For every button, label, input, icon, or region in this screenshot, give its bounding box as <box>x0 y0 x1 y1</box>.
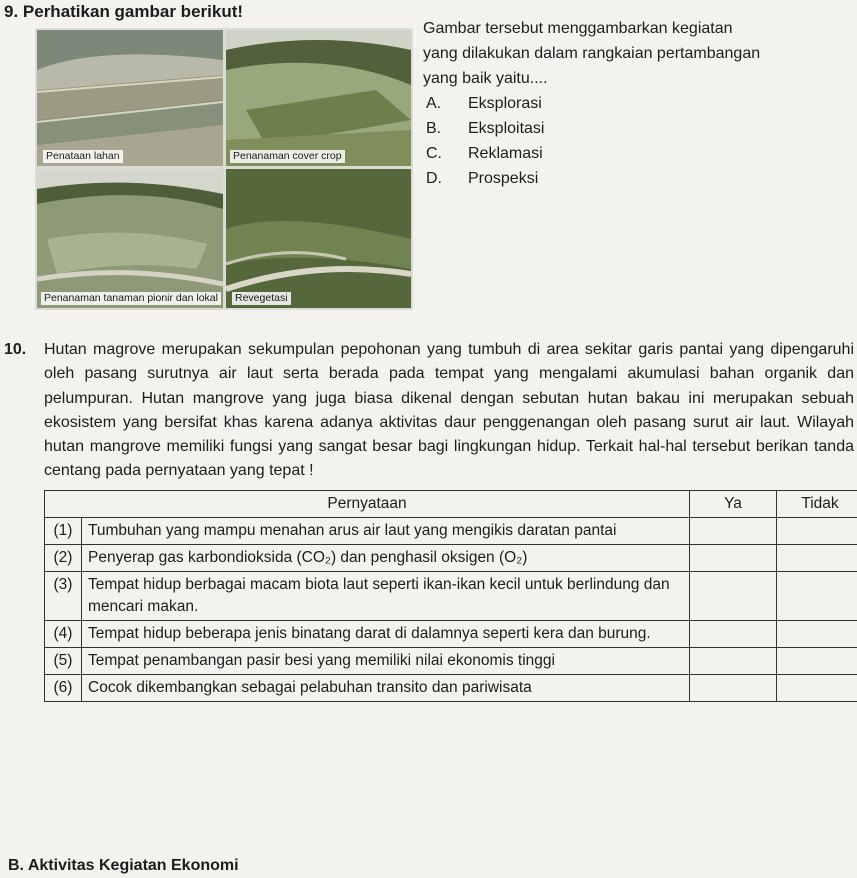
table-row <box>45 518 857 545</box>
question-10-number: 10. <box>4 341 27 358</box>
option-c[interactable] <box>423 141 853 166</box>
check-yes-cell[interactable] <box>690 545 777 572</box>
section-b-heading: B. Aktivitas Kegiatan Ekonomi <box>8 857 239 874</box>
check-no-cell[interactable] <box>777 572 857 621</box>
option-text: Eksplorasi <box>468 95 542 112</box>
table-row <box>45 572 857 621</box>
check-yes-cell[interactable] <box>690 518 777 545</box>
row-statement: Tumbuhan yang mampu menahan arus air laut yang mengikis daratan pantai <box>82 518 690 545</box>
photo-land-arrangement <box>37 30 223 166</box>
option-d[interactable] <box>423 166 853 191</box>
question-9-text <box>423 16 853 191</box>
photo-cover-crop <box>226 30 411 166</box>
check-yes-cell[interactable] <box>690 572 777 621</box>
check-yes-cell[interactable] <box>690 621 777 648</box>
row-number: (5) <box>45 648 82 675</box>
table-row <box>45 648 857 675</box>
option-letter: A. <box>426 95 442 112</box>
option-letter: C. <box>426 145 442 162</box>
table-row <box>45 545 857 572</box>
row-statement: Tempat penambangan pasir besi yang memiliki nilai ekonomis tinggi <box>82 648 690 675</box>
row-number: (2) <box>45 545 82 572</box>
statement-table <box>44 490 857 702</box>
option-letter: B. <box>426 120 442 137</box>
photo-pioneer-planting <box>37 169 223 308</box>
check-no-cell[interactable] <box>777 545 857 572</box>
question-9-title: 9. Perhatikan gambar berikut! <box>4 2 244 21</box>
table-row <box>45 621 857 648</box>
photo-label: Revegetasi <box>232 292 291 305</box>
row-number: (6) <box>45 675 82 702</box>
check-no-cell[interactable] <box>777 621 857 648</box>
header-no: Tidak <box>777 491 857 518</box>
row-statement: Cocok dikembangkan sebagai pelabuhan transito dan pariwisata <box>82 675 690 702</box>
photo-label: Penanaman tanaman pionir dan lokal <box>41 292 221 305</box>
row-statement: Tempat hidup berbagai macam biota laut seperti ikan-ikan kecil untuk berlindung dan mencari makan. <box>82 572 690 621</box>
table-row <box>45 675 857 702</box>
row-statement: Tempat hidup beberapa jenis binatang darat di dalamnya seperti kera dan burung. <box>82 621 690 648</box>
question-10-text: Hutan magrove merupakan sekumpulan pepohonan yang tumbuh di area sekitar garis pantai yang dipengaruhi oleh pasang surutnya air laut serta berada pada tempat yang mengalami akumulasi bahan organik dan pelumpuran. Hutan mangrove yang juga biasa dikenal dengan sebutan hutan bakau ini merupakan sebuah ekosistem yang bersifat khas karena adanya aktivitas daur penggenangan oleh pasang surut air laut. Wilayah hutan mangrove memiliki fungsi yang sangat besar bagi lingkungan hidup. Terkait hal-hal tersebut berikan tanda centang pada pernyataan yang tepat ! <box>44 341 854 480</box>
check-no-cell[interactable] <box>777 675 857 702</box>
row-number: (4) <box>45 621 82 648</box>
reclamation-photo-grid <box>35 28 413 310</box>
photo-label: Penanaman cover crop <box>230 150 345 163</box>
question-10 <box>4 338 854 484</box>
check-yes-cell[interactable] <box>690 648 777 675</box>
table-header-row <box>45 491 857 518</box>
option-b[interactable] <box>423 116 853 141</box>
check-no-cell[interactable] <box>777 648 857 675</box>
question-line: yang baik yaitu.... <box>423 70 548 87</box>
option-text: Eksploitasi <box>468 120 545 137</box>
option-text: Reklamasi <box>468 145 543 162</box>
photo-label: Penataan lahan <box>43 150 123 163</box>
check-no-cell[interactable] <box>777 518 857 545</box>
header-yes: Ya <box>690 491 777 518</box>
row-number: (3) <box>45 572 82 621</box>
row-statement: Penyerap gas karbondioksida (CO₂) dan penghasil oksigen (O₂) <box>82 545 690 572</box>
check-yes-cell[interactable] <box>690 675 777 702</box>
question-line: yang dilakukan dalam rangkaian pertambangan <box>423 45 761 62</box>
header-statement: Pernyataan <box>45 491 690 518</box>
photo-revegetation <box>226 169 411 308</box>
question-line: Gambar tersebut menggambarkan kegiatan <box>423 20 733 37</box>
option-a[interactable] <box>423 91 853 116</box>
option-letter: D. <box>426 170 442 187</box>
row-number: (1) <box>45 518 82 545</box>
option-text: Prospeksi <box>468 170 539 187</box>
